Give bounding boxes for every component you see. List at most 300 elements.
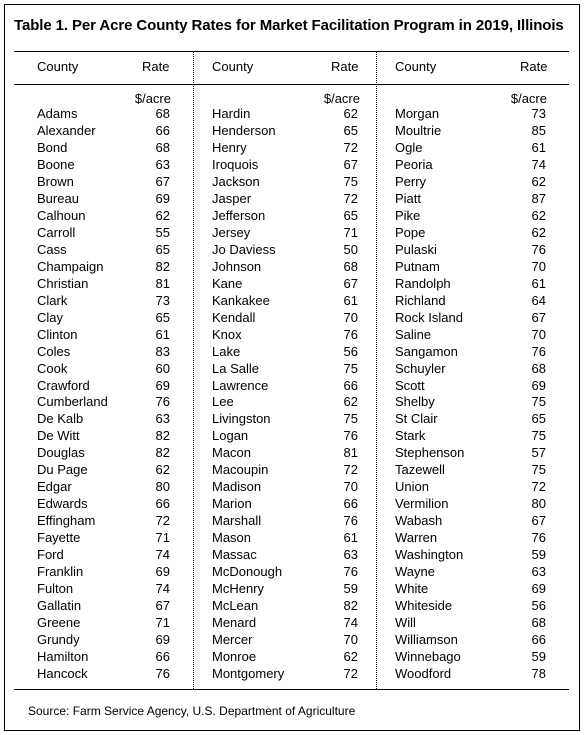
- county-name: Grundy: [37, 632, 80, 648]
- rate-value: 69: [531, 377, 546, 393]
- rate-value: 78: [531, 665, 546, 681]
- county-name: Kankakee: [212, 292, 270, 308]
- rate-value: 62: [343, 394, 358, 410]
- table-row: [212, 513, 359, 530]
- rate-value: 61: [343, 292, 358, 308]
- column-divider-2: [376, 52, 377, 689]
- table-row: [37, 293, 172, 310]
- rate-value: 72: [343, 665, 358, 681]
- county-name: Adams: [37, 106, 78, 121]
- table-row: [212, 106, 359, 123]
- county-name: Woodford: [395, 665, 452, 681]
- table-row: [395, 666, 547, 683]
- table-row: [212, 411, 359, 428]
- rate-value: 69: [155, 377, 170, 393]
- county-name: Hancock: [37, 665, 88, 681]
- table-row: [37, 632, 172, 649]
- rate-value: 72: [343, 190, 358, 206]
- table-row: [212, 361, 359, 378]
- county-name: Schuyler: [395, 360, 446, 376]
- county-name: Perry: [395, 173, 427, 189]
- header-bottom-rule: [14, 84, 569, 85]
- rate-value: 65: [155, 241, 170, 257]
- county-name: Menard: [212, 615, 257, 631]
- table-row: [395, 581, 547, 598]
- table-row: [395, 259, 547, 276]
- county-header-3: County: [395, 59, 437, 74]
- table-row: [212, 242, 359, 259]
- table-row: [395, 445, 547, 462]
- rate-value: 76: [343, 564, 358, 580]
- county-column-group-1: [37, 106, 172, 683]
- rate-value: 81: [343, 445, 358, 461]
- table-row: [212, 581, 359, 598]
- source-note: Source: Farm Service Agency, U.S. Department of Agriculture: [28, 704, 356, 718]
- table-row: [37, 394, 172, 411]
- rate-value: 66: [155, 496, 170, 512]
- rate-value: 80: [155, 479, 170, 495]
- rate-value: 72: [531, 479, 546, 495]
- table-row: [37, 208, 172, 225]
- rate-value: 62: [155, 207, 170, 223]
- rate-value: 61: [531, 275, 546, 291]
- rate-value: 67: [155, 173, 170, 189]
- county-name: Coles: [37, 343, 71, 359]
- county-name: Carroll: [37, 224, 76, 240]
- county-name: McLean: [212, 598, 259, 614]
- rate-value: 62: [343, 106, 358, 121]
- rate-value: 71: [155, 530, 170, 546]
- county-name: Livingston: [212, 411, 271, 427]
- county-name: Scott: [395, 377, 425, 393]
- county-name: Randolph: [395, 275, 451, 291]
- table-row: [37, 547, 172, 564]
- rate-value: 75: [531, 428, 546, 444]
- table-row: [212, 462, 359, 479]
- table-row: [395, 123, 547, 140]
- table-row: [212, 140, 359, 157]
- table-row: [37, 259, 172, 276]
- rate-value: 61: [343, 530, 358, 546]
- rate-value: 74: [155, 547, 170, 563]
- rate-value: 82: [155, 428, 170, 444]
- table-row: [395, 632, 547, 649]
- county-name: Henry: [212, 139, 247, 155]
- county-name: Ogle: [395, 139, 423, 155]
- table-row: [37, 361, 172, 378]
- county-name: Crawford: [37, 377, 90, 393]
- rate-value: 66: [531, 632, 546, 648]
- table-row: [212, 208, 359, 225]
- county-name: La Salle: [212, 360, 259, 376]
- county-name: Lake: [212, 343, 241, 359]
- county-name: Peoria: [395, 156, 433, 172]
- table-row: [37, 530, 172, 547]
- county-name: Montgomery: [212, 665, 285, 681]
- county-name: Stephenson: [395, 445, 465, 461]
- county-name: Macoupin: [212, 462, 269, 478]
- rate-value: 74: [531, 156, 546, 172]
- county-name: Kendall: [212, 309, 256, 325]
- county-name: Clinton: [37, 326, 78, 342]
- table-row: [395, 378, 547, 395]
- table-row: [37, 615, 172, 632]
- table-row: [212, 310, 359, 327]
- table-row: [395, 496, 547, 513]
- table-row: [37, 581, 172, 598]
- table-row: [395, 513, 547, 530]
- county-name: Clay: [37, 309, 64, 325]
- table-row: [395, 327, 547, 344]
- table-bottom-rule: [14, 689, 569, 690]
- county-name: Warren: [395, 530, 438, 546]
- table-row: [37, 445, 172, 462]
- rate-value: 68: [531, 360, 546, 376]
- table-row: [395, 310, 547, 327]
- table-row: [395, 106, 547, 123]
- table-row: [212, 666, 359, 683]
- table-row: [37, 479, 172, 496]
- rate-value: 67: [343, 156, 358, 172]
- rate-value: 82: [155, 258, 170, 274]
- rate-value: 67: [155, 598, 170, 614]
- county-name: Morgan: [395, 106, 440, 121]
- table-row: [395, 225, 547, 242]
- table-row: [37, 157, 172, 174]
- table-row: [212, 378, 359, 395]
- rate-value: 75: [343, 360, 358, 376]
- rate-value: 62: [531, 224, 546, 240]
- rate-value: 63: [531, 564, 546, 580]
- table-row: [212, 394, 359, 411]
- county-name: Marion: [212, 496, 252, 512]
- rate-value: 83: [155, 343, 170, 359]
- table-row: [212, 632, 359, 649]
- table-row: [37, 564, 172, 581]
- rate-value: 70: [531, 258, 546, 274]
- county-name: Du Page: [37, 462, 88, 478]
- county-name: Stark: [395, 428, 426, 444]
- table-row: [212, 547, 359, 564]
- county-name: Greene: [37, 615, 81, 631]
- county-name: Massac: [212, 547, 257, 563]
- county-name: Pope: [395, 224, 426, 240]
- county-column-group-3: [395, 106, 547, 683]
- rate-value: 82: [155, 445, 170, 461]
- county-name: Mercer: [212, 632, 253, 648]
- rate-value: 63: [343, 547, 358, 563]
- table-row: [37, 411, 172, 428]
- rate-value: 61: [531, 139, 546, 155]
- county-name: Madison: [212, 479, 262, 495]
- rate-value: 76: [531, 530, 546, 546]
- county-name: Marshall: [212, 513, 262, 529]
- rate-value: 76: [531, 343, 546, 359]
- table-row: [37, 496, 172, 513]
- county-name: Clark: [37, 292, 68, 308]
- county-name: Johnson: [212, 258, 262, 274]
- table-row: [212, 157, 359, 174]
- county-name: Jefferson: [212, 207, 266, 223]
- rate-value: 76: [343, 428, 358, 444]
- table-row: [395, 157, 547, 174]
- rate-value: 60: [155, 360, 170, 376]
- rate-value: 50: [343, 241, 358, 257]
- county-name: Piatt: [395, 190, 422, 206]
- table-row: [37, 666, 172, 683]
- county-name: Champaign: [37, 258, 104, 274]
- rate-value: 59: [343, 581, 358, 597]
- rate-value: 72: [155, 513, 170, 529]
- table-row: [37, 598, 172, 615]
- table-row: [395, 428, 547, 445]
- table-row: [37, 123, 172, 140]
- table-row: [37, 191, 172, 208]
- table-row: [37, 310, 172, 327]
- county-name: Edwards: [37, 496, 88, 512]
- table-row: [395, 547, 547, 564]
- county-name: Mason: [212, 530, 252, 546]
- rate-value: 57: [531, 445, 546, 461]
- rate-value: 66: [155, 649, 170, 664]
- county-name: Union: [395, 479, 429, 495]
- table-row: [37, 140, 172, 157]
- county-name: Shelby: [395, 394, 435, 410]
- table-row: [37, 378, 172, 395]
- table-row: [395, 530, 547, 547]
- rate-value: 75: [343, 411, 358, 427]
- county-name: Ford: [37, 547, 64, 563]
- county-name: Fulton: [37, 581, 74, 597]
- table-row: [37, 225, 172, 242]
- rate-value: 68: [343, 258, 358, 274]
- rate-value: 73: [531, 106, 546, 121]
- county-name: Iroquois: [212, 156, 259, 172]
- rate-value: 69: [155, 190, 170, 206]
- table-row: [395, 479, 547, 496]
- county-name: Knox: [212, 326, 242, 342]
- table-row: [212, 428, 359, 445]
- county-name: Rock Island: [395, 309, 463, 325]
- table-row: [212, 344, 359, 361]
- rate-value: 76: [531, 241, 546, 257]
- rate-value: 70: [531, 326, 546, 342]
- table-row: [212, 327, 359, 344]
- unit-label-1: $/acre: [134, 91, 171, 106]
- rate-value: 70: [343, 632, 358, 648]
- rate-header-2: Rate: [331, 59, 359, 74]
- table-row: [395, 598, 547, 615]
- rate-value: 61: [155, 326, 170, 342]
- rate-value: 65: [343, 122, 358, 138]
- rate-value: 68: [531, 615, 546, 631]
- rate-value: 63: [155, 156, 170, 172]
- rate-value: 65: [531, 411, 546, 427]
- county-name: Williamson: [395, 632, 458, 648]
- table-row: [37, 428, 172, 445]
- county-name: Winnebago: [395, 649, 461, 664]
- rate-value: 66: [155, 122, 170, 138]
- table-row: [212, 123, 359, 140]
- county-name: Effingham: [37, 513, 96, 529]
- rate-value: 74: [343, 615, 358, 631]
- table-row: [212, 445, 359, 462]
- county-name: Monroe: [212, 649, 257, 664]
- column-divider-1: [193, 52, 194, 689]
- rate-header-3: Rate: [520, 59, 548, 74]
- county-name: Saline: [395, 326, 432, 342]
- rate-value: 76: [155, 665, 170, 681]
- county-name: Wayne: [395, 564, 435, 580]
- rate-value: 82: [343, 598, 358, 614]
- county-name: Logan: [212, 428, 249, 444]
- rate-value: 68: [155, 139, 170, 155]
- table-row: [395, 411, 547, 428]
- table-row: [212, 615, 359, 632]
- rate-value: 70: [343, 479, 358, 495]
- table-row: [212, 496, 359, 513]
- county-name: Wabash: [395, 513, 443, 529]
- county-name: Hardin: [212, 106, 251, 121]
- county-header-1: County: [37, 59, 79, 74]
- table-row: [395, 242, 547, 259]
- table-row: [395, 174, 547, 191]
- rate-value: 67: [531, 309, 546, 325]
- rate-value: 65: [343, 207, 358, 223]
- table-row: [395, 276, 547, 293]
- county-name: McDonough: [212, 564, 283, 580]
- header-top-rule: [14, 51, 569, 52]
- county-name: Jersey: [212, 224, 251, 240]
- rate-value: 76: [343, 513, 358, 529]
- rate-value: 67: [343, 275, 358, 291]
- rate-value: 72: [343, 462, 358, 478]
- county-name: Macon: [212, 445, 252, 461]
- rate-value: 69: [531, 581, 546, 597]
- county-name: Tazewell: [395, 462, 445, 478]
- rate-value: 81: [155, 275, 170, 291]
- county-name: De Kalb: [37, 411, 84, 427]
- rate-value: 67: [531, 513, 546, 529]
- rate-value: 62: [343, 649, 358, 664]
- county-name: Whiteside: [395, 598, 453, 614]
- table-row: [37, 327, 172, 344]
- county-name: Boone: [37, 156, 75, 172]
- rate-value: 74: [155, 581, 170, 597]
- table-row: [395, 394, 547, 411]
- rate-value: 76: [343, 326, 358, 342]
- table-row: [212, 293, 359, 310]
- table-row: [212, 530, 359, 547]
- county-name: Will: [395, 615, 416, 631]
- county-name: Calhoun: [37, 207, 86, 223]
- unit-label-2: $/acre: [323, 91, 360, 106]
- rate-value: 55: [155, 224, 170, 240]
- table-row: [395, 462, 547, 479]
- table-row: [212, 276, 359, 293]
- rate-value: 59: [531, 649, 546, 664]
- table-row: [395, 361, 547, 378]
- rate-value: 75: [531, 462, 546, 478]
- rate-value: 62: [155, 462, 170, 478]
- county-name: Jackson: [212, 173, 260, 189]
- county-name: Bond: [37, 139, 68, 155]
- county-name: Moultrie: [395, 122, 442, 138]
- table-row: [395, 191, 547, 208]
- county-name: Jasper: [212, 190, 252, 206]
- rate-value: 56: [343, 343, 358, 359]
- rate-value: 80: [531, 496, 546, 512]
- county-name: Franklin: [37, 564, 84, 580]
- table-row: [37, 174, 172, 191]
- table-row: [212, 564, 359, 581]
- rate-value: 72: [343, 139, 358, 155]
- county-name: Pulaski: [395, 241, 437, 257]
- table-row: [395, 140, 547, 157]
- county-name: Edgar: [37, 479, 72, 495]
- rate-value: 59: [531, 547, 546, 563]
- rate-value: 87: [531, 190, 546, 206]
- table-row: [212, 174, 359, 191]
- county-name: Cass: [37, 241, 67, 257]
- county-name: Sangamon: [395, 343, 458, 359]
- county-name: Cumberland: [37, 394, 108, 410]
- table-row: [395, 615, 547, 632]
- rate-value: 62: [531, 173, 546, 189]
- table-row: [395, 564, 547, 581]
- rate-value: 69: [155, 564, 170, 580]
- table-row: [395, 293, 547, 310]
- table-row: [395, 649, 547, 666]
- rate-value: 63: [155, 411, 170, 427]
- rate-value: 73: [155, 292, 170, 308]
- table-row: [37, 242, 172, 259]
- county-name: St Clair: [395, 411, 438, 427]
- county-name: White: [395, 581, 429, 597]
- rate-value: 64: [531, 292, 546, 308]
- table-row: [395, 208, 547, 225]
- county-name: Lawrence: [212, 377, 269, 393]
- rate-value: 66: [343, 496, 358, 512]
- county-name: Fayette: [37, 530, 81, 546]
- rate-value: 66: [343, 377, 358, 393]
- county-name: Bureau: [37, 190, 79, 206]
- rate-value: 85: [531, 122, 546, 138]
- rate-value: 71: [155, 615, 170, 631]
- table-row: [37, 106, 172, 123]
- table-row: [395, 344, 547, 361]
- table-row: [212, 598, 359, 615]
- table-row: [37, 344, 172, 361]
- county-name: Washington: [395, 547, 464, 563]
- county-name: Gallatin: [37, 598, 82, 614]
- county-name: Brown: [37, 173, 74, 189]
- county-name: Christian: [37, 275, 89, 291]
- county-name: Jo Daviess: [212, 241, 276, 257]
- rate-value: 68: [155, 106, 170, 121]
- rate-value: 65: [155, 309, 170, 325]
- county-name: Pike: [395, 207, 421, 223]
- rate-value: 69: [155, 632, 170, 648]
- table-row: [212, 225, 359, 242]
- county-name: Kane: [212, 275, 243, 291]
- county-name: Cook: [37, 360, 68, 376]
- table-row: [212, 191, 359, 208]
- table-row: [37, 462, 172, 479]
- rate-value: 75: [531, 394, 546, 410]
- county-name: Richland: [395, 292, 446, 308]
- table-row: [37, 276, 172, 293]
